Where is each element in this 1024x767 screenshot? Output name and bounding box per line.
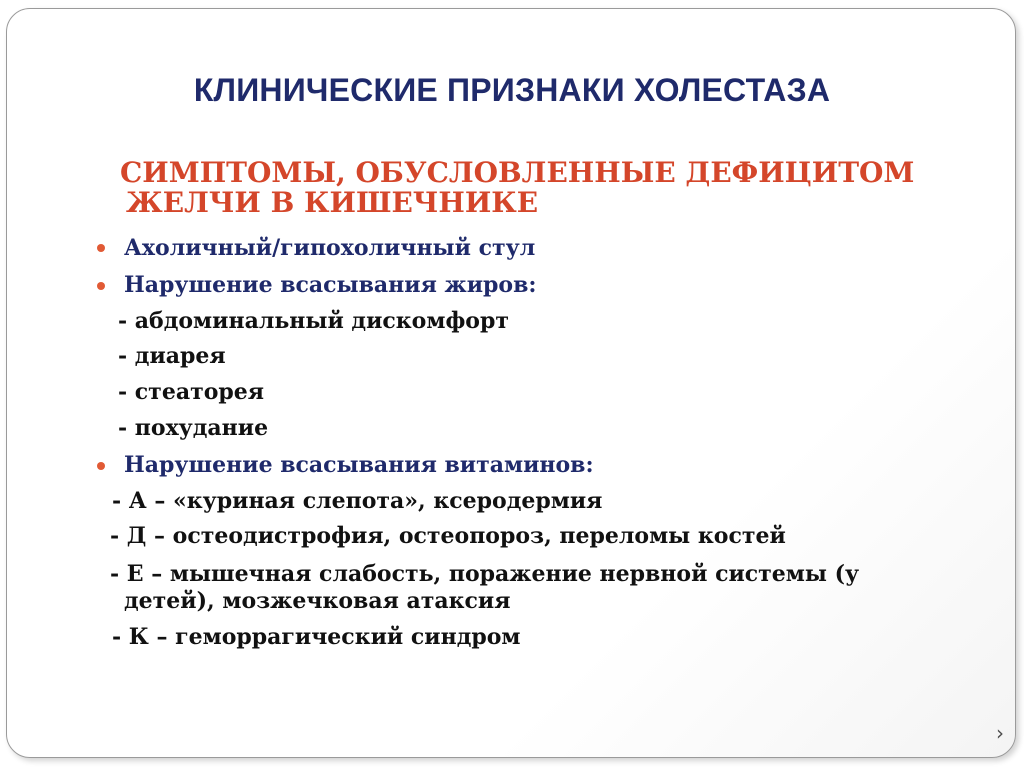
bullet-item: Нарушение всасывания витаминов: (124, 452, 594, 478)
sub-item: - А – «куриная слепота», ксеродермия (112, 488, 603, 514)
sub-item: - стеаторея (118, 379, 265, 405)
chevron-right-icon[interactable]: › (996, 721, 1004, 745)
bullet-item: Нарушение всасывания жиров: (124, 272, 537, 298)
subtitle-line-2: ЖЕЛЧИ В КИШЕЧНИКЕ (126, 186, 539, 219)
subtitle-line-1: СИМПТОМЫ, ОБУСЛОВЛЕННЫЕ ДЕФИЦИТОМ (120, 156, 915, 189)
slide-title: КЛИНИЧЕСКИЕ ПРИЗНАКИ ХОЛЕСТАЗА (193, 72, 831, 108)
sub-item: - Е – мышечная слабость, поражение нервной системы (у (110, 561, 860, 587)
bullet-item: Ахоличный/гипохоличный стул (124, 235, 536, 261)
bullet-dot-icon (97, 462, 105, 470)
bullet-dot-icon (97, 282, 105, 290)
sub-item: - похудание (118, 415, 269, 441)
sub-item: - абдоминальный дискомфорт (118, 308, 509, 334)
bullet-dot-icon (97, 244, 105, 252)
sub-item: - К – геморрагический синдром (112, 624, 521, 650)
sub-item: - диарея (118, 343, 226, 369)
sub-item: - Д – остеодистрофия, остеопороз, переломы костей (110, 523, 786, 549)
sub-item-continuation: детей), мозжечковая атаксия (124, 588, 511, 614)
